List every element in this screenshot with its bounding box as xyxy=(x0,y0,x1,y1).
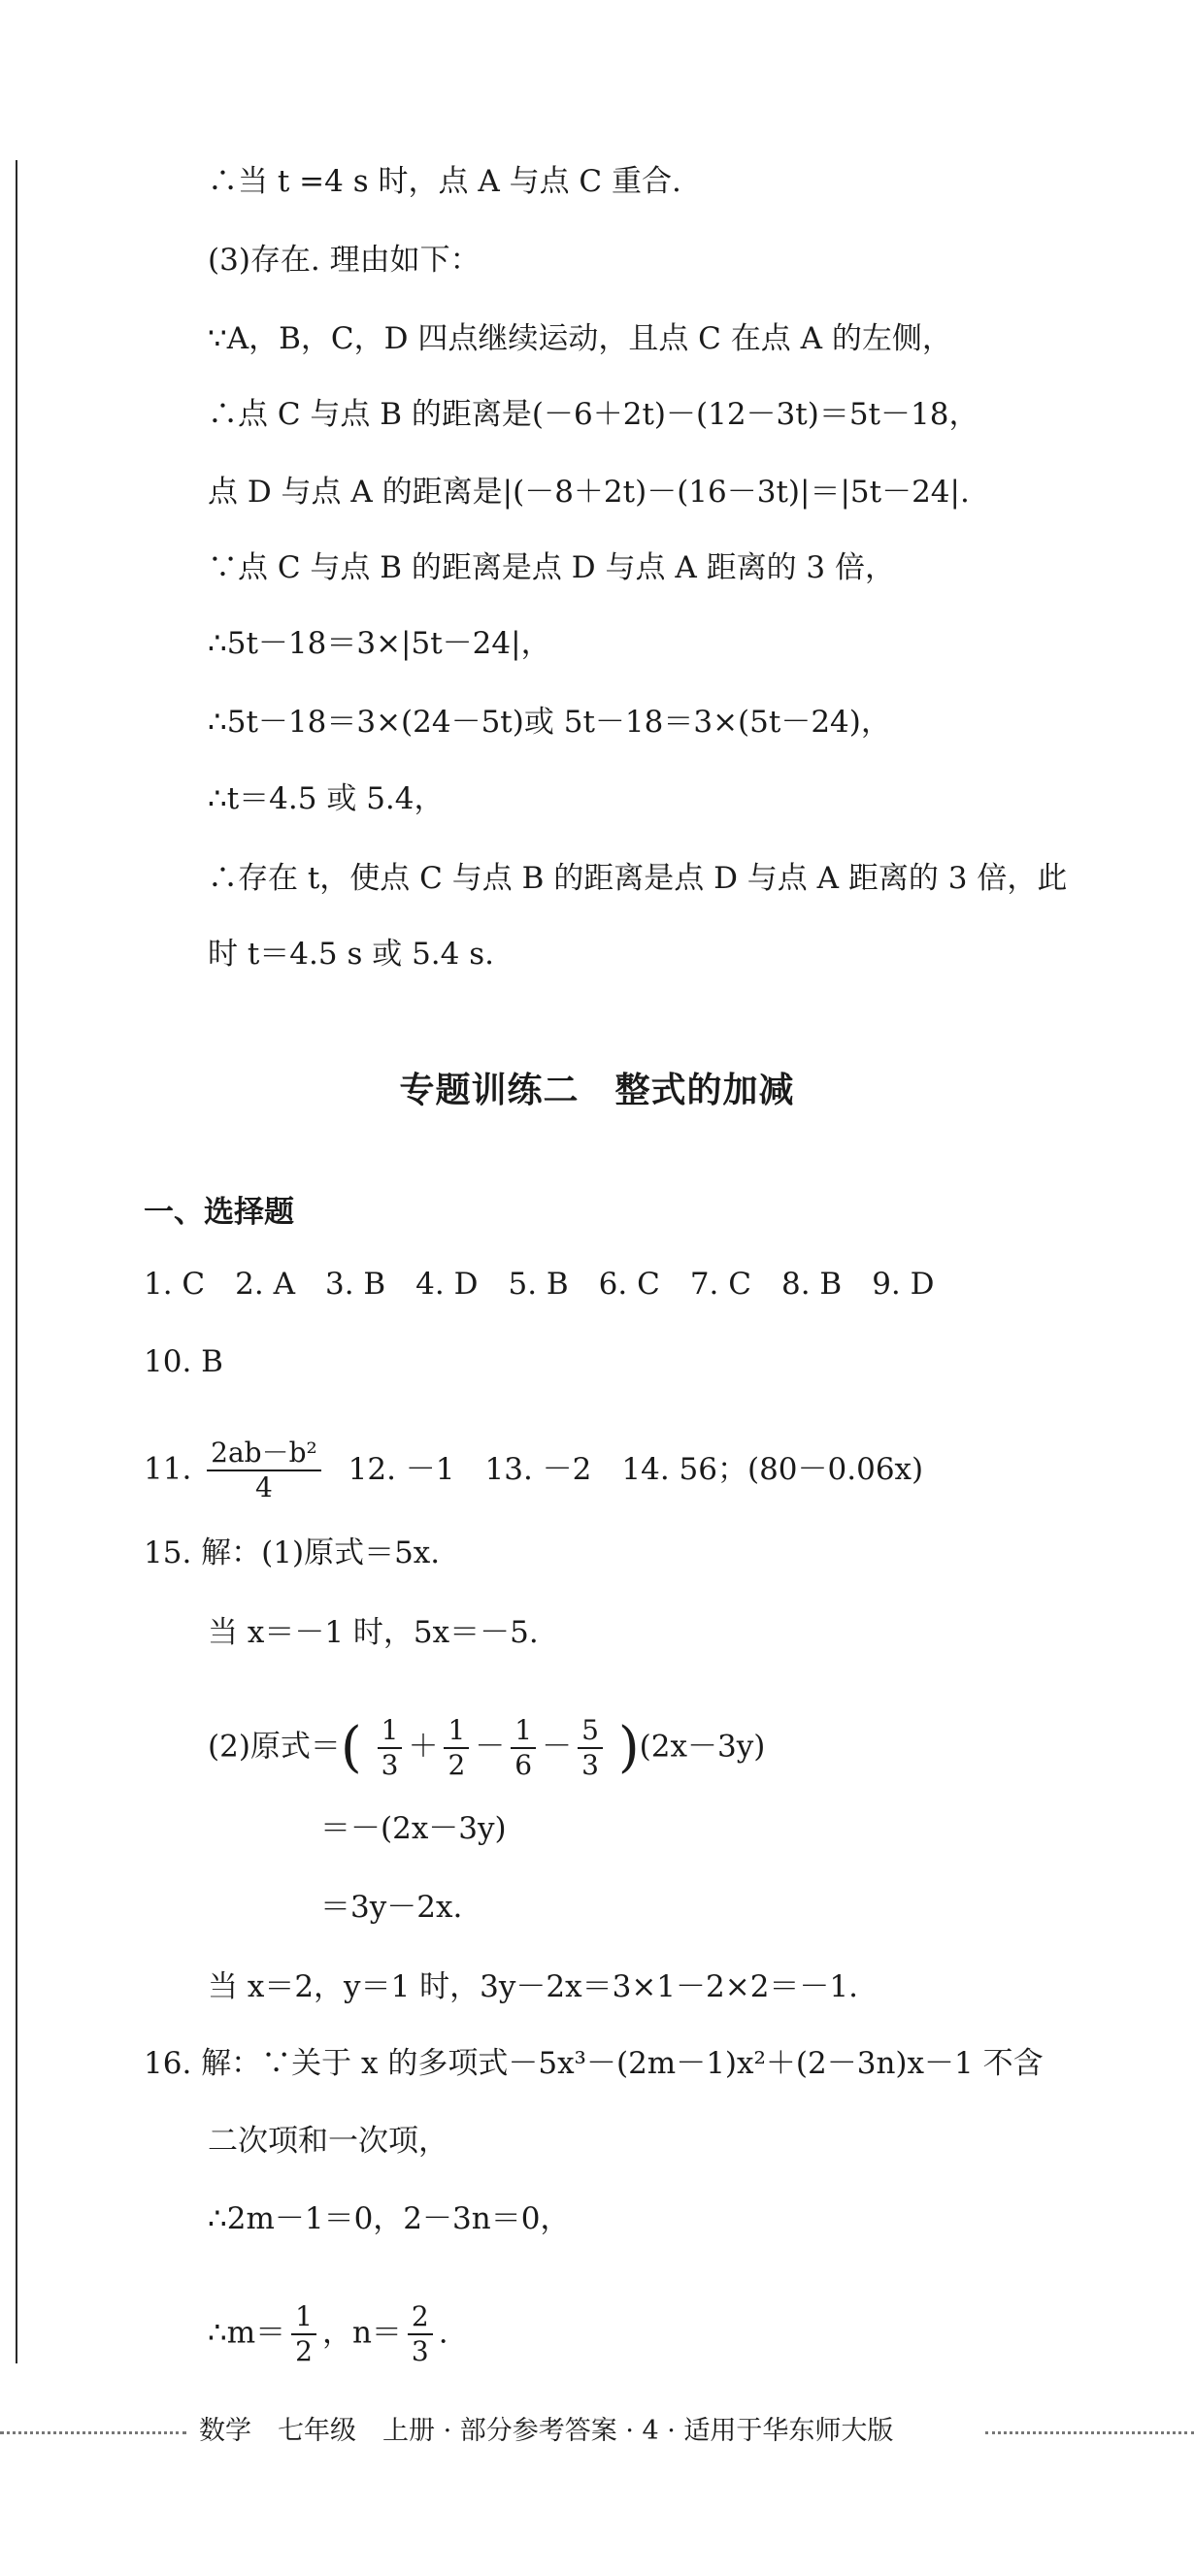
footer-dotted-rule-left xyxy=(0,2431,186,2434)
q16-l4-prefix: ∴m＝ xyxy=(208,2315,286,2351)
subsection-heading: 一、选择题 xyxy=(144,1195,294,1230)
text-line-8: ∴5t－18＝3×(24－5t)或 5t－18＝3×(5t－24)， xyxy=(208,705,891,740)
left-paren: ( xyxy=(340,1716,362,1779)
q15-op-3: － xyxy=(542,1729,573,1765)
text-line-5: 点 D 与点 A 的距离是|(－8＋2t)－(16－3t)|＝|5t－24|. xyxy=(208,475,970,510)
q16-line-3: ∴2m－1＝0，2－3n＝0， xyxy=(208,2201,571,2236)
q11-label: 11. xyxy=(144,1451,192,1487)
text-line-1: ∴当 t =4 s 时，点 A 与点 C 重合. xyxy=(208,164,681,199)
m-fraction xyxy=(291,2300,316,2368)
q15-frac-3-den: 6 xyxy=(514,1749,533,1781)
text-line-4: ∴点 C 与点 B 的距离是(－6＋2t)－(12－3t)＝5t－18， xyxy=(208,397,979,432)
text-line-3: ∵A，B，C，D 四点继续运动，且点 C 在点 A 的左侧， xyxy=(208,321,952,356)
q15-line-6: 当 x＝2，y＝1 时，3y－2x＝3×1－2×2＝－1. xyxy=(208,1969,859,2004)
n-denominator: 3 xyxy=(411,2335,429,2367)
q15-frac-1 xyxy=(378,1714,403,1782)
q15-frac-1-num: 1 xyxy=(378,1714,403,1749)
m-numerator: 1 xyxy=(291,2300,316,2335)
q15-line-4: ＝－(2x－3y) xyxy=(320,1811,507,1846)
answers-row-2: 10. B xyxy=(144,1344,223,1379)
page-footer xyxy=(0,2412,1194,2451)
q15-frac-3 xyxy=(511,1714,536,1782)
q16-line-1: 16. 解：∵关于 x 的多项式－5x³－(2m－1)x²＋(2－3n)x－1 不含 xyxy=(144,2046,1044,2081)
section-title: 专题训练二 整式的加减 xyxy=(399,1071,795,1110)
q15-line-2: 当 x＝－1 时，5x＝－5. xyxy=(208,1615,539,1650)
text-line-10: ∴存在 t，使点 C 与点 B 的距离是点 D 与点 A 距离的 3 倍，此 xyxy=(208,861,1068,896)
q15-op-2: － xyxy=(475,1729,506,1765)
q15-frac-2 xyxy=(444,1714,469,1782)
q15-frac-1-den: 3 xyxy=(381,1749,399,1781)
q15-line-3 xyxy=(208,1714,765,1782)
margin-rule xyxy=(16,160,17,2363)
q11-denominator: 4 xyxy=(255,1471,273,1503)
n-fraction xyxy=(408,2300,433,2368)
q15-l3-prefix: (2)原式＝ xyxy=(208,1729,341,1765)
q11-rest: 12. －1 13. －2 14. 56；(80－0.06x) xyxy=(348,1451,924,1487)
q16-line-4 xyxy=(208,2300,448,2368)
q15-op-1: ＋ xyxy=(408,1729,439,1765)
q15-frac-4 xyxy=(578,1714,603,1782)
q15-frac-2-den: 2 xyxy=(448,1749,466,1781)
q15-frac-2-num: 1 xyxy=(444,1714,469,1749)
footer-text: 数学 七年级 上册 · 部分参考答案 · 4 · 适用于华东师大版 xyxy=(199,2416,894,2446)
q15-line-1: 15. 解：(1)原式＝5x. xyxy=(144,1536,441,1570)
text-line-2: (3)存在. 理由如下： xyxy=(208,243,481,278)
answers-row-1: 1. C 2. A 3. B 4. D 5. B 6. C 7. C 8. B 9. D xyxy=(144,1267,935,1302)
text-line-11: 时 t＝4.5 s 或 5.4 s. xyxy=(208,937,494,972)
q11-numerator: 2ab－b² xyxy=(207,1437,321,1471)
q15-frac-4-den: 3 xyxy=(581,1749,599,1781)
q16-l4-mid: ，n＝ xyxy=(321,2315,402,2351)
q16-l4-end: . xyxy=(438,2315,448,2351)
m-denominator: 2 xyxy=(295,2335,313,2367)
q11-fraction xyxy=(207,1437,321,1504)
right-paren: ) xyxy=(617,1716,640,1779)
text-line-9: ∴t＝4.5 或 5.4， xyxy=(208,781,445,816)
text-line-6: ∵点 C 与点 B 的距离是点 D 与点 A 距离的 3 倍， xyxy=(208,550,896,585)
n-numerator: 2 xyxy=(408,2300,433,2335)
text-line-7: ∴5t－18＝3×|5t－24|， xyxy=(208,626,551,661)
q15-frac-4-num: 5 xyxy=(578,1714,603,1749)
q15-frac-3-num: 1 xyxy=(511,1714,536,1749)
footer-dotted-rule-right xyxy=(985,2431,1194,2434)
question-11 xyxy=(144,1437,923,1504)
q16-line-2: 二次项和一次项， xyxy=(208,2124,448,2159)
q15-line-5: ＝3y－2x. xyxy=(320,1890,463,1925)
q15-l3-suffix: (2x－3y) xyxy=(639,1729,766,1765)
